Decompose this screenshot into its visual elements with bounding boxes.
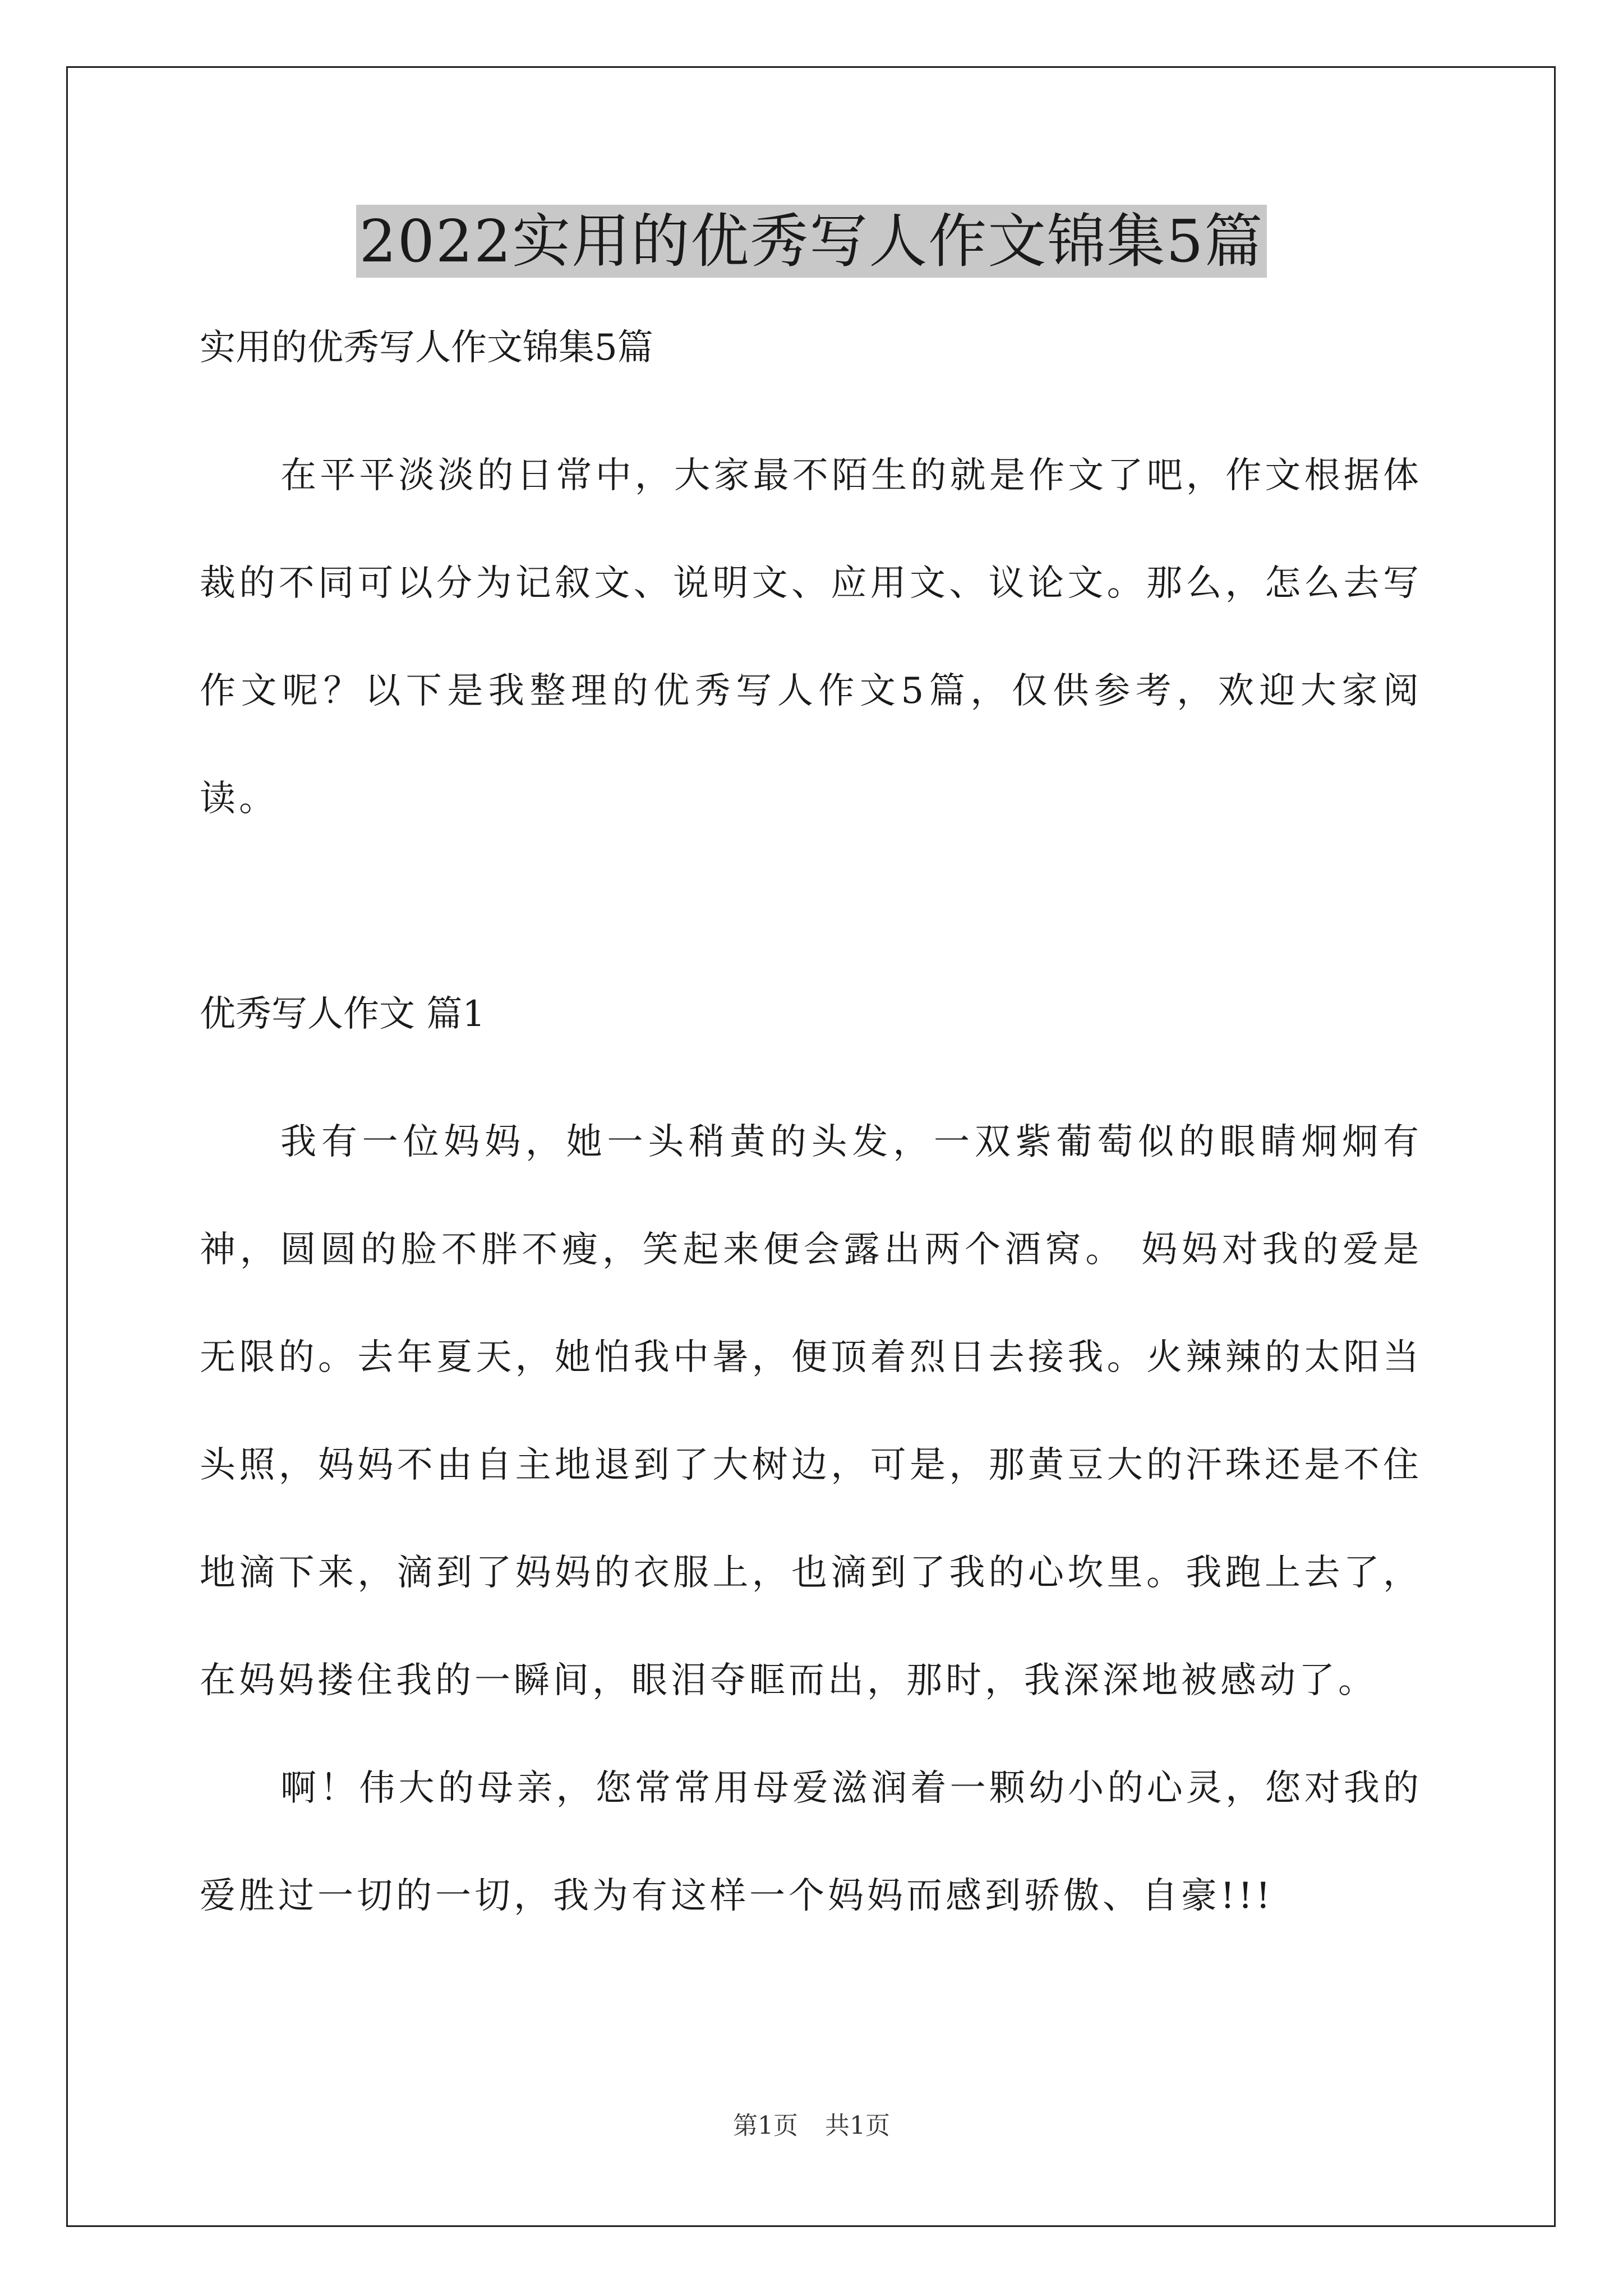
document-body <box>200 314 1422 1950</box>
article-paragraph: 我有一位妈妈，她一头稍黄的头发，一双紫葡萄似的眼睛炯炯有神，圆圆的脸不胖不瘦，笑起来便会露出两个酒窝。 妈妈对我的爱是无限的。去年夏天，她怕我中暑，便顶着烈日去接我。火辣辣的太阳当头照，妈妈不由自主地退到了大树边，可是，那黄豆大的汗珠还是不住地滴下来，滴到了妈妈的衣服上，也滴到了我的心坎里。我跑上去了，在妈妈搂住我的一瞬间，眼泪夺眶而出，那时，我深深地被感动了。 <box>200 1121 1422 1701</box>
page-number-total: 共1页 <box>825 2111 890 2140</box>
intro-paragraph: 在平平淡淡的日常中，大家最不陌生的就是作文了吧，作文根据体裁的不同可以分为记叙文、说明文、应用文、议论文。那么，怎么去写作文呢？以下是我整理的优秀写人作文5篇，仅供参考，欢迎大家阅读。 <box>200 455 1422 820</box>
article-paragraph: 啊！伟大的母亲，您常常用母爱滋润着一颗幼小的心灵，您对我的爱胜过一切的一切，我为有这样一个妈妈而感到骄傲、自豪!!! <box>200 1768 1422 1917</box>
document-title-text: 2022实用的优秀写人作文锦集5篇 <box>356 205 1267 278</box>
section-heading: 优秀写人作文 篇1 <box>200 993 486 1035</box>
document-subtitle: 实用的优秀写人作文锦集5篇 <box>200 327 653 369</box>
page-footer <box>0 2109 1623 2143</box>
page-number-current: 第1页 <box>733 2111 798 2140</box>
article-body <box>200 1088 1422 1950</box>
document-title <box>0 202 1623 280</box>
